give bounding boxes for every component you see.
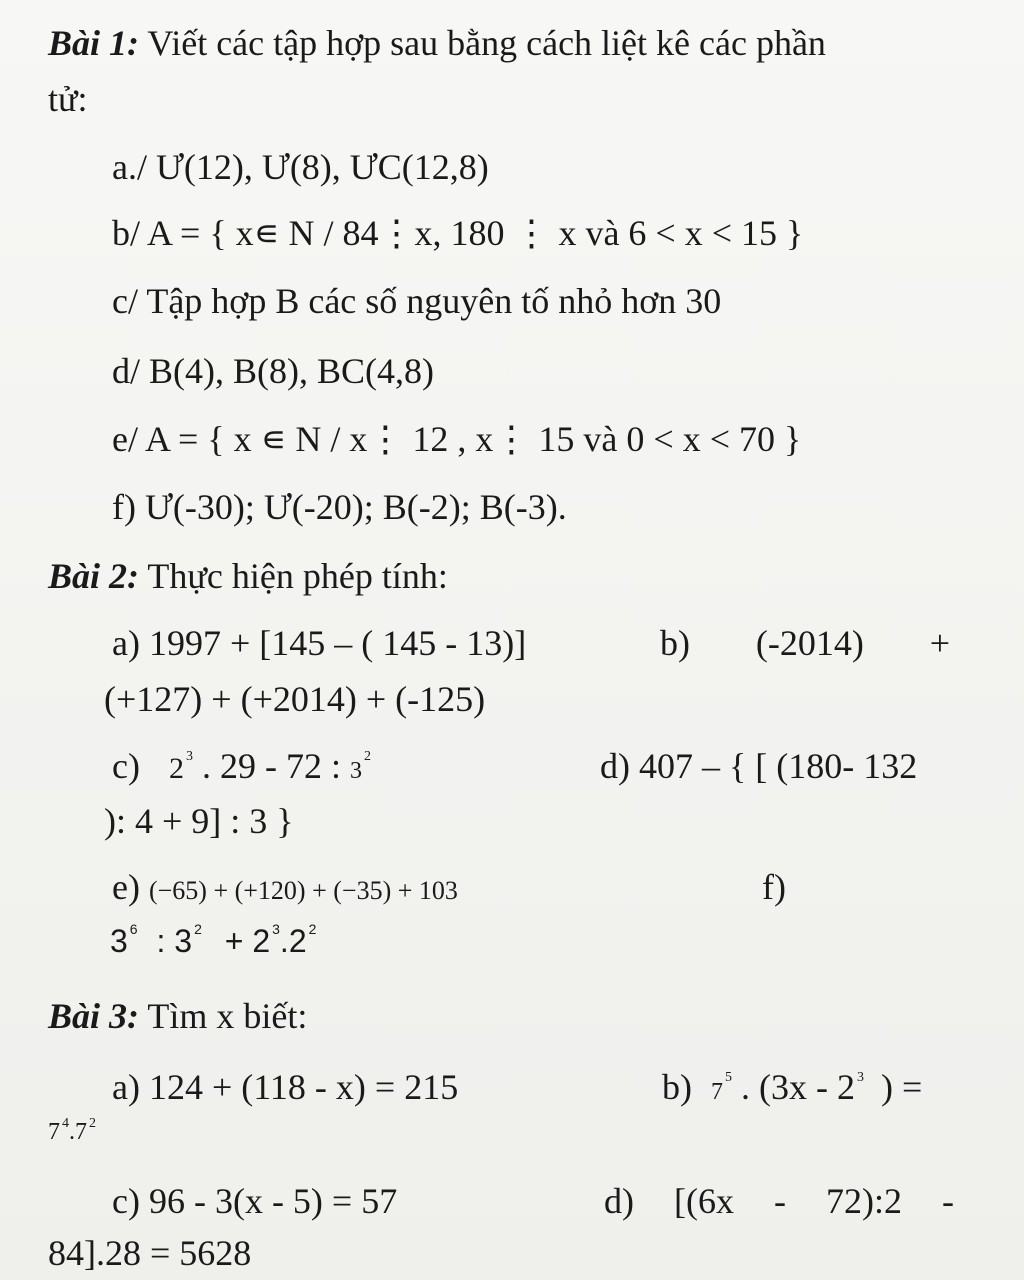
bai2-d-cont: ): 4 + 9] : 3 } [104, 801, 294, 841]
bai2-c-exp2: 2 [363, 749, 371, 764]
bai3-b-label: b) [662, 1067, 692, 1107]
bai2-e [112, 866, 458, 909]
bai3-b-mid: . (3x - 2 [741, 1067, 855, 1107]
bai2-f-op3: .2 [279, 923, 307, 959]
bai2-c-base1: 2 [168, 752, 184, 785]
bai2-b-part1: (-2014) [755, 623, 864, 663]
bai3-c: c) 96 - 3(x - 5) = 57 [112, 1181, 398, 1221]
bai1-item-e: e/ A = { x ∊ N / x⋮ 12 , x⋮ 15 và 0 < x < 70 } [112, 419, 802, 459]
bai2-f-exp3: 3 [272, 921, 280, 937]
bai2-f-exp1: 6 [129, 921, 138, 937]
bai2-b [660, 622, 950, 665]
bai1-item-a: a./ Ư(12), Ư(8), ƯC(12,8) [112, 147, 489, 187]
bai3-heading [48, 995, 307, 1038]
bai3-d-cont: 84].28 = 5628 [48, 1233, 252, 1273]
bai3-b-cont-exp1: 4 [62, 1116, 69, 1131]
bai2-a: a) 1997 + [145 – ( 145 - 13)] [112, 623, 527, 663]
bai2-label: Bài 2: [48, 556, 140, 596]
bai2-heading [48, 555, 448, 598]
bai3-b-exp2: 3 [856, 1070, 864, 1085]
bai3-b-cont [48, 1118, 96, 1147]
bai3-b-cont-dot: .7 [69, 1119, 87, 1145]
bai3-label: Bài 3: [48, 996, 140, 1036]
bai2-f-exp2: 2 [194, 921, 202, 937]
bai1-item-d: d/ B(4), B(8), BC(4,8) [112, 351, 434, 391]
bai3-b-base1: 7 [711, 1079, 723, 1105]
bai1-title-cont: tử: [48, 79, 88, 119]
bai3-title: Tìm x biết: [147, 996, 308, 1036]
bai3-b-cont-exp2: 2 [89, 1116, 96, 1131]
bai3-b [662, 1066, 922, 1109]
bai2-f-base1: 3 [110, 923, 128, 959]
bai3-b-exp1: 5 [725, 1070, 732, 1085]
bai1-label: Bài 1: [48, 23, 140, 63]
bai3-d-p1: [(6x [674, 1181, 734, 1221]
bai2-title: Thực hiện phép tính: [147, 556, 448, 596]
bai2-f-op2: + 2 [224, 923, 271, 959]
bai3-d-p4: - [941, 1181, 954, 1221]
bai3-d-p3: 72):2 [825, 1181, 902, 1221]
bai3-d-label: d) [604, 1181, 634, 1221]
bai2-f-exp4: 2 [308, 921, 317, 937]
bai2-e-expr: (−65) + (+120) + (−35) + 103 [148, 876, 458, 905]
bai1-item-b: b/ A = { x∊ N / 84⋮x, 180 ⋮ x và 6 < x < 15 } [112, 213, 804, 253]
bai2-c [112, 745, 371, 788]
bai2-f-expr [110, 922, 316, 960]
bai3-a: a) 124 + (118 - x) = 215 [112, 1067, 459, 1107]
bai1-title: Viết các tập hợp sau bằng cách liệt kê các phần [147, 23, 826, 63]
bai2-c-exp1: 3 [185, 749, 193, 764]
bai2-b-cont: (+127) + (+2014) + (-125) [104, 679, 486, 719]
bai3-b-end: ) = [880, 1067, 923, 1107]
bai1-item-c: c/ Tập hợp B các số nguyên tố nhỏ hơn 30 [112, 281, 722, 321]
bai3-d-p2: - [773, 1181, 786, 1221]
bai2-c-label: c) [112, 746, 140, 786]
bai2-c-mid: . 29 - 72 : [201, 746, 341, 786]
bai3-d [604, 1180, 954, 1223]
bai2-b-label: b) [660, 623, 690, 663]
bai2-d: d) 407 – { [ (180- 132 [600, 746, 918, 786]
bai2-e-label: e) [112, 867, 140, 907]
bai3-b-cont-base1: 7 [48, 1119, 60, 1145]
bai1-heading [48, 22, 826, 65]
bai1-item-f: f) Ư(-30); Ư(-20); B(-2); B(-3). [112, 487, 567, 527]
bai2-b-plus: + [929, 623, 950, 663]
bai2-f-label: f) [762, 867, 786, 907]
bai2-c-base2: 3 [349, 758, 362, 784]
bai2-f-op1: : 3 [156, 923, 193, 959]
